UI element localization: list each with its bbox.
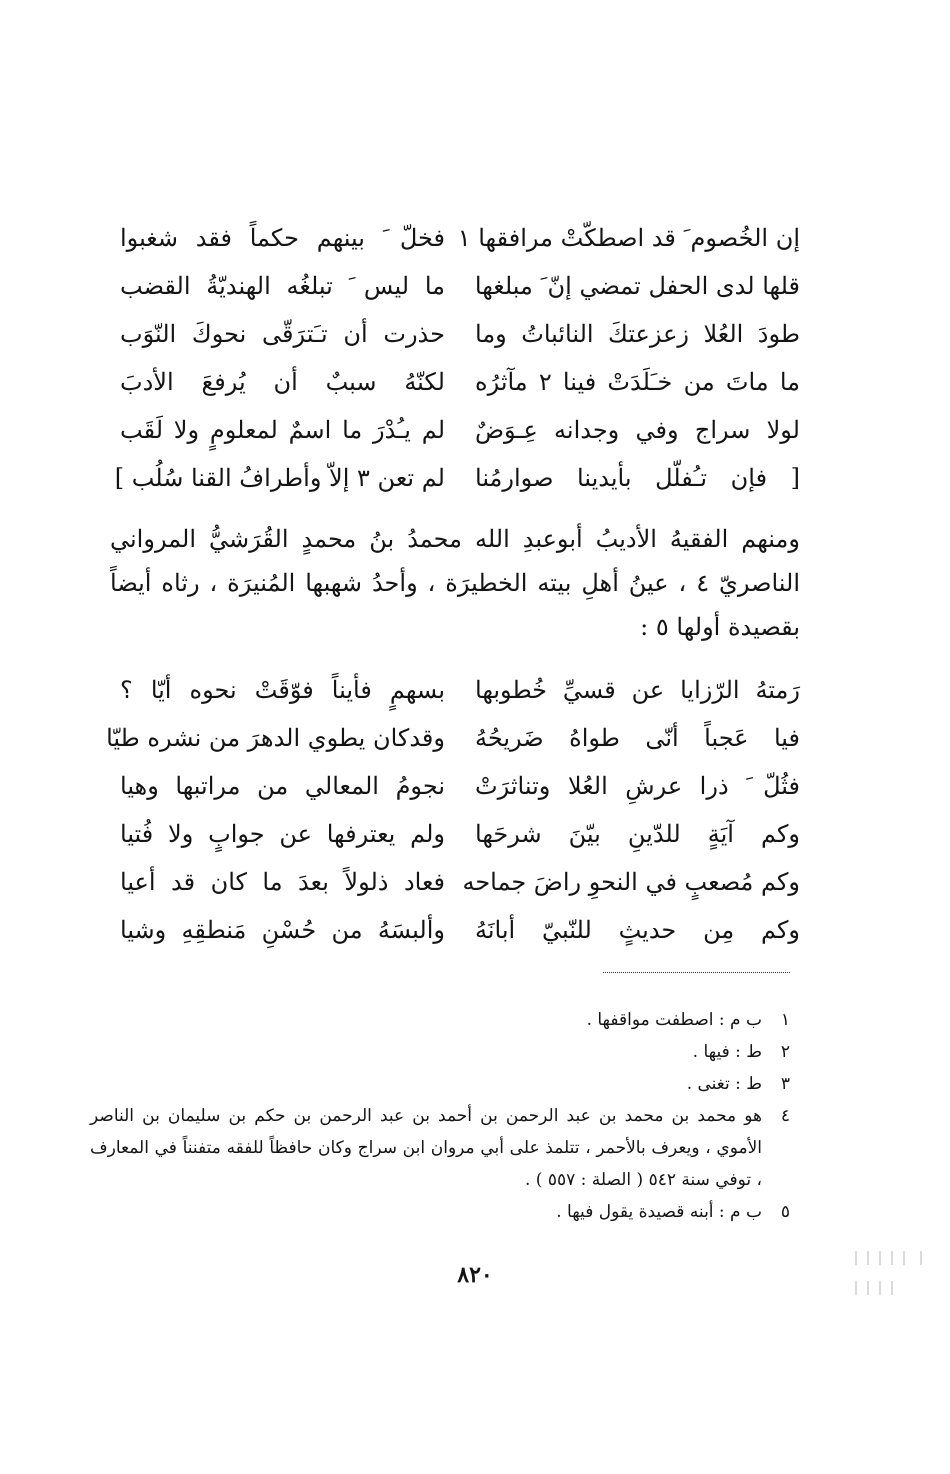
footnote-text: ط : فيها . [692,1042,762,1062]
poem-second [106,666,800,954]
verse-line [120,406,800,454]
verse-line [120,358,800,406]
verse-second-hemistich: بسهمٍ فأيناً فوّقَتْ نحوه أيّا ؟ [120,676,445,704]
verse-first-hemistich: طودَ العُلا زعزعتكَ النائباتُ وما [475,320,800,348]
verse-second-hemistich: ما ليس َ تبلغُه الهنديّةُ القضب [120,272,445,300]
verse-line [120,858,800,906]
verse-second-hemistich: لم يـُدْرَ ما اسمٌ لمعلومٍ ولا لَقَب [120,416,445,444]
verse-first-hemistich: وكم مُصعبٍ في النحوِ راضَ جماحه [462,868,800,896]
footnote-text: ب م : أبنه قصيدة يقول فيها . [556,1202,762,1222]
footnote-number: ٥ [780,1202,790,1222]
verse-first-hemistich: فيا عَجباً أنّى طواهُ ضَريحُهُ [475,724,800,752]
footnote-text: هو محمد بن محمد بن عبد الرحمن بن أحمد بن عبد الرحمن بن حكم بن سليمان بن الناصر الأموي ، ويعرف بالأحمر ، تتلمذ على أبي مروان ابن سراج وكان حافظاً للفقه متفنناً في المعارف ، توفي سنة ٥٤٢ ( الصلة : ٥٥٧ ) . [90,1106,762,1190]
page-number: ٨٢٠ [457,1262,493,1288]
verse-second-hemistich: لم تعن ٣ إلاّ وأطرافُ القنا سُلُب ] [114,464,445,492]
footnote-number: ١ [780,1010,790,1030]
verse-line [120,906,800,954]
verse-first-hemistich: فثُلّ َ ذرا عرشِ العُلا وتناثرَتْ [475,772,800,800]
verse-second-hemistich: حذرت أن تـَترَقّى نحوكَ النّوَب [120,320,445,348]
verse-first-hemistich: قلها لدى الحفل تمضي إنّ َ مبلغها [474,272,800,300]
footnote-text: ب م : اصطفت مواقفها . [586,1010,762,1030]
verse-line [120,762,800,810]
verse-second-hemistich: فخلّ َ بينهم حكماً فقد شغبوا [120,224,445,252]
footnotes [90,1004,790,1228]
verse-second-hemistich: ولم يعترفها عن جوابٍ ولا فُتيا [120,820,445,848]
footnote [90,1100,790,1196]
footnote [90,1068,790,1100]
verse-line [106,714,800,762]
footnote [90,1036,790,1068]
footnote-number: ٣ [780,1074,790,1094]
verse-line [120,666,800,714]
verse-first-hemistich: رَمتهُ الرّزايا عن قسيِّ خُطوبها [475,676,800,704]
footnote [90,1004,790,1036]
prose-paragraph: ومنهم الفقيهُ الأديبُ أبوعبدِ الله محمدُ بنُ محمدٍ القُرَشيُّ المرواني الناصريّ ٤ ، عينُ أهلِ بيته الخطيرَة ، وأحدُ شهبها المُنيرَة ، رثاه أيضاً بقصيدة أولها ٥ : [110,525,800,641]
verse-first-hemistich: ما ماتَ من خـَلَدَتْ فينا ٢ مآثرُه [475,368,800,396]
scan-margin-marks [850,1245,930,1315]
verse-line [120,214,800,262]
verse-first-hemistich: لولا سراج وفي وجدانه عِـوَضٌ [475,416,800,444]
verse-first-hemistich: [ فإن تـُفلّل بأيدينا صوارمُنا [475,464,800,492]
verse-second-hemistich: لكنّهُ سببٌ أن يُرفعَ الأدبَ [120,368,445,396]
verse-second-hemistich: نجومُ المعالي من مراتبها وهيا [120,772,445,800]
verse-line [114,454,800,502]
verse-first-hemistich: وكم مِن حديثٍ للنّبيّ أبانَهُ [475,916,800,944]
footnote-number: ٢ [780,1042,790,1062]
poem-first [114,214,800,502]
footnote-text: ط : تغنى . [686,1074,762,1094]
verse-second-hemistich: وقدكان يطوي الدهرَ من نشره طيّا [106,724,445,752]
footnote-separator [603,972,790,973]
verse-first-hemistich: وكم آيَةٍ للدّينِ بيّنَ شرحَها [475,820,800,848]
footnote-number: ٤ [780,1106,790,1126]
verse-first-hemistich: إن الخُصوم َ قد اصطكّتْ مرافقها ١ [457,224,800,252]
footnote [90,1196,790,1228]
verse-line [120,810,800,858]
verse-line [120,262,800,310]
verse-line [120,310,800,358]
verse-second-hemistich: وألبسَهُ من حُسْنِ مَنطقِهِ وشيا [120,916,445,944]
verse-second-hemistich: فعاد ذلولاً بعدَ ما كان قد أعيا [120,868,445,896]
